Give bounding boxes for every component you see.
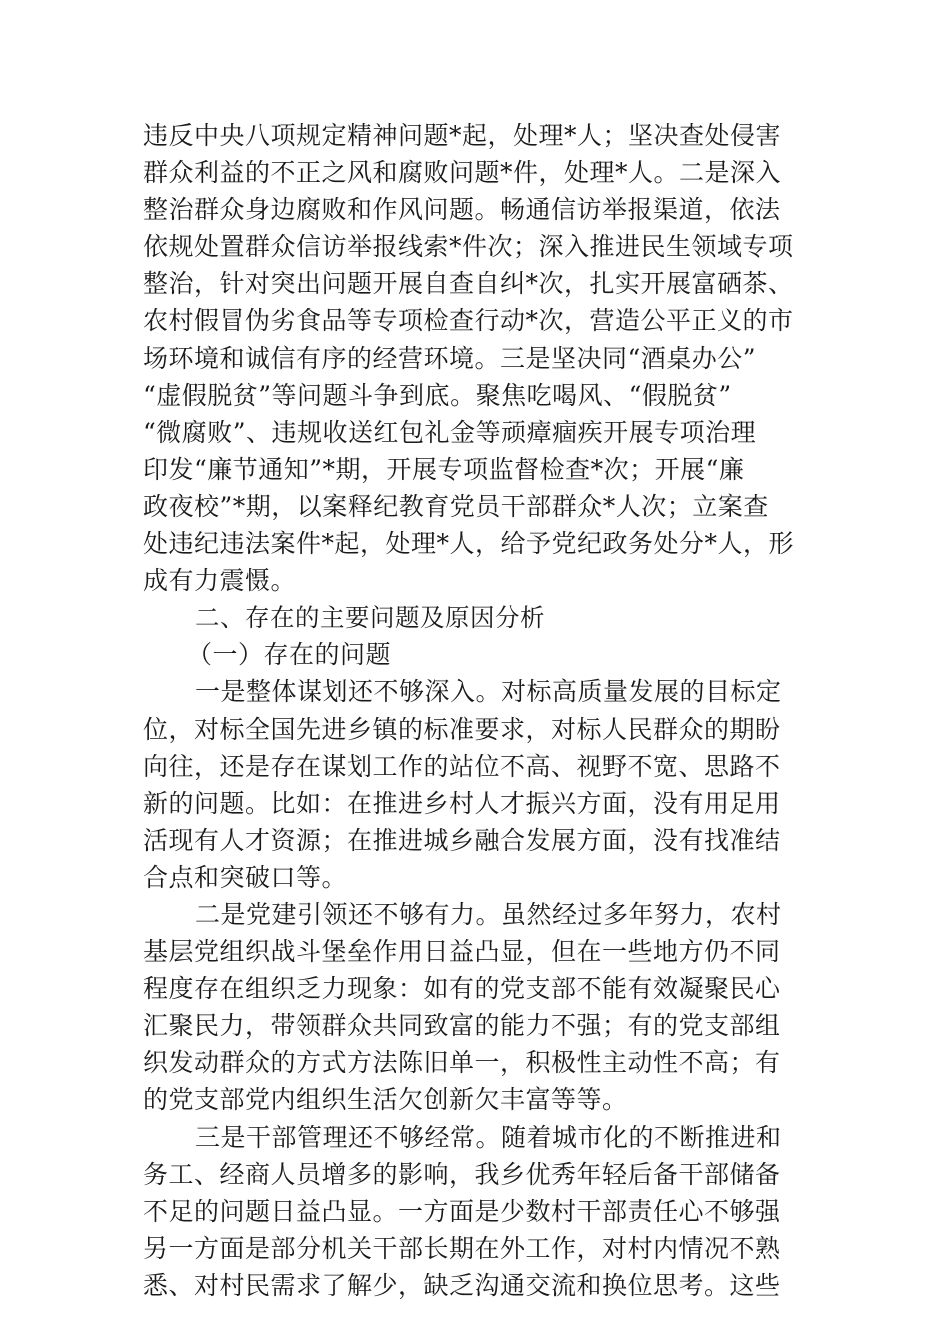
paragraph-party-building: [143, 896, 809, 1119]
text-line: 政夜校”*期，以案释纪教育党员干部群众*人次；立案查: [143, 491, 769, 521]
paragraph-planning: [143, 673, 809, 896]
text-line: 织发动群众的方式方法陈旧单一，积极性主动性不高；有: [143, 1048, 781, 1078]
text-line: 另一方面是部分机关干部长期在外工作，对村内情况不熟: [143, 1233, 781, 1263]
text-line: 印发“廉节通知”*期，开展专项监督检查*次；开展“廉: [143, 454, 745, 484]
document-body: [143, 117, 809, 1304]
text-line: 活现有人才资源；在推进城乡融合发展方面，没有找准结: [143, 825, 781, 855]
text-line: 务工、经商人员增多的影响，我乡优秀年轻后备干部储备: [143, 1159, 781, 1189]
text-line: 场环境和诚信有序的经营环境。三是坚决同“酒桌办公”: [143, 343, 757, 373]
text-line: 的党支部党内组织生活欠创新欠丰富等等。: [143, 1085, 628, 1115]
section-heading: 二、存在的主要问题及原因分析: [195, 603, 545, 633]
text-line: 向往，还是存在谋划工作的站位不高、视野不宽、思路不: [143, 751, 781, 781]
text-line: 成有力震慑。: [143, 566, 297, 596]
text-line: 整治，针对突出问题开展自查自纠*次，扎实开展富硒茶、: [143, 269, 794, 299]
text-line: 程度存在组织乏力现象：如有的党支部不能有效凝聚民心: [143, 974, 781, 1004]
paragraph-work-summary: [143, 117, 809, 599]
text-line: 不足的问题日益凸显。一方面是少数村干部责任心不够强: [143, 1196, 781, 1226]
text-line: 合点和突破口等。: [143, 862, 348, 892]
text-line: 违反中央八项规定精神问题*起，处理*人；坚决查处侵害: [143, 121, 782, 150]
text-line: 汇聚民力，带领群众共同致富的能力不强；有的党支部组: [143, 1011, 781, 1041]
text-line: 二是党建引领还不够有力。虽然经过多年努力，农村: [195, 899, 782, 929]
text-line: 处违纪违法案件*起，处理*人，给予党纪政务处分*人，形: [143, 529, 795, 559]
subsection-heading: （一）存在的问题: [187, 640, 392, 670]
text-line: “微腐败”、违规收送红包礼金等顽瘴痼疾开展专项治理: [143, 417, 757, 447]
text-line: 农村假冒伪劣食品等专项检查行动*次，营造公平正义的市: [143, 306, 794, 336]
text-line: 悉、对村民需求了解少，缺乏沟通交流和换位思考。这些: [143, 1270, 781, 1300]
text-line: 基层党组织战斗堡垒作用日益凸显，但在一些地方仍不同: [143, 937, 781, 967]
paragraph-cadre-management: [143, 1119, 809, 1304]
text-line: “虚假脱贫”等问题斗争到底。聚焦吃喝风、“假脱贫”: [143, 380, 732, 410]
text-line: 群众利益的不正之风和腐败问题*件，处理*人。二是深入: [143, 158, 782, 188]
text-line: 整治群众身边腐败和作风问题。畅通信访举报渠道，依法: [143, 195, 781, 225]
text-line: 依规处置群众信访举报线索*件次；深入推进民生领域专项: [143, 232, 794, 262]
text-line: 新的问题。比如：在推进乡村人才振兴方面，没有用足用: [143, 788, 781, 818]
text-line: 三是干部管理还不够经常。随着城市化的不断推进和: [195, 1122, 782, 1152]
text-line: 一是整体谋划还不够深入。对标高质量发展的目标定: [195, 677, 782, 707]
text-line: 位，对标全国先进乡镇的标准要求，对标人民群众的期盼: [143, 714, 781, 744]
